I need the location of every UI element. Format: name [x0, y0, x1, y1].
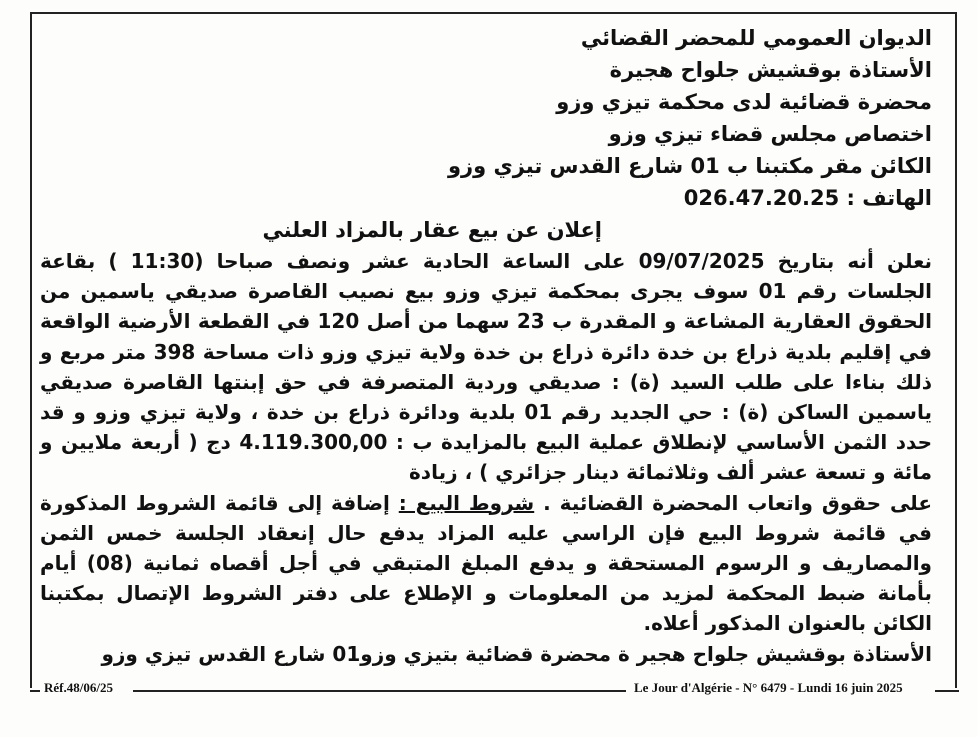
notice-title: إعلان عن بيع عقار بالمزاد العلني [262, 218, 602, 242]
phone-number: 026.47.20.25 [683, 186, 840, 210]
phone-label: الهاتف : [839, 186, 932, 210]
paragraph-2-rest: إضافة إلى قائمة الشروط المذكورة في قائمة شروط البيع فإن الراسي عليه المزاد يدفع حال إنعقاد الجلسة خمس الثمن والمصاريف و الرسوم المستحقة و يدفع المبلغ المتبقي في أجل أقصاه ثمانية (08) أيام بأمانة ضبط المحكمة لمزيد من المعلومات و الإطلاع على دفتر الشروط الإتصال بمكتبنا الكائن بالعنوان المذكور أعلاه. [40, 490, 932, 636]
paragraph-2-start: على حقوق واتعاب المحضرة القضائية . [534, 490, 932, 515]
footer-rule-middle [133, 690, 626, 692]
notice-content [40, 22, 932, 669]
header-phone [40, 182, 932, 214]
header-jurisdiction: اختصاص مجلس قضاء تيزي وزو [608, 122, 932, 146]
footer-rule-left [30, 690, 40, 692]
notice-paragraph-1: نعلن أنه بتاريخ 09/07/2025 على الساعة الحادية عشر ونصف صباحا (11:30 ) بقاعة الجلسات رقم 01 سوف يجرى بمحكمة تيزي وزو بيع نصيب القاصرة صديقي ياسمين من الحقوق العقارية المشاعة و المقدرة ب 23 سهما من أصل 120 في القطعة الأرضية الواقعة في إقليم بلدية ذراع بن خدة دائرة ذراع بن خدة ولاية تيزي وزو ذات مساحة 398 متر مربع و ذلك بناءا على طلب السيد (ة) : صديقي وردية المتصرفة في حق إبنتها القاصرة صديقي ياسمين الساكن (ة) : حي الجديد رقم 01 بلدية ودائرة ذراع بن خدة ، ولاية تيزي وزو و قد حدد الثمن الأساسي لإنطلاق عملية البيع بالمزايدة ب : 4.119.300,00 دج ( أربعة ملايين و مائة و تسعة عشر ألف وثلاثمائة دينار جزائري ) ، زيادة [40, 249, 933, 485]
sale-conditions-label: شروط البيع : [398, 490, 535, 515]
header-office: الديوان العمومي للمحضر القضائي [580, 26, 932, 50]
header-address: الكائن مقر مكتبنا ب 01 شارع القدس تيزي وزو [447, 154, 932, 178]
header-bailiff-name: الأستاذة بوقشيش جلواح هجيرة [609, 58, 932, 82]
header-court: محضرة قضائية لدى محكمة تيزي وزو [556, 90, 932, 114]
footer-rule-right [935, 690, 959, 692]
footer-reference: Réf.48/06/25 [44, 680, 113, 695]
notice-signature: الأستاذة بوقشيش جلواح هجير ة محضرة قضائية بتيزي وزو01 شارع القدس تيزي وزو [101, 641, 932, 666]
notice-paragraph-2 [40, 488, 932, 639]
footer-publication: Le Jour d'Algérie - N° 6479 - Lundi 16 juin 2025 [634, 680, 903, 695]
